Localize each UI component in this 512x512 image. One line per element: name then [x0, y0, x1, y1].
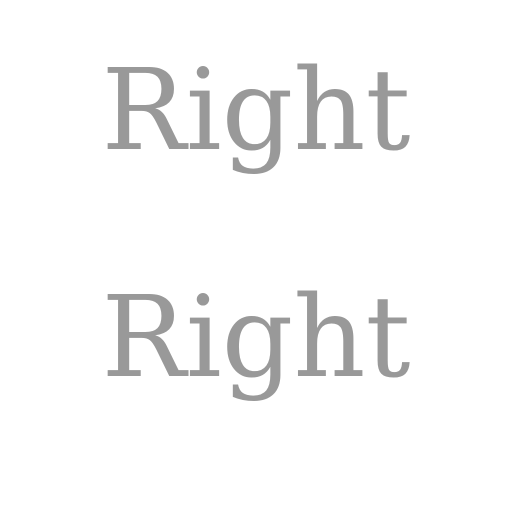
bottom-label: Right [101, 273, 411, 403]
top-label: Right [101, 46, 411, 176]
